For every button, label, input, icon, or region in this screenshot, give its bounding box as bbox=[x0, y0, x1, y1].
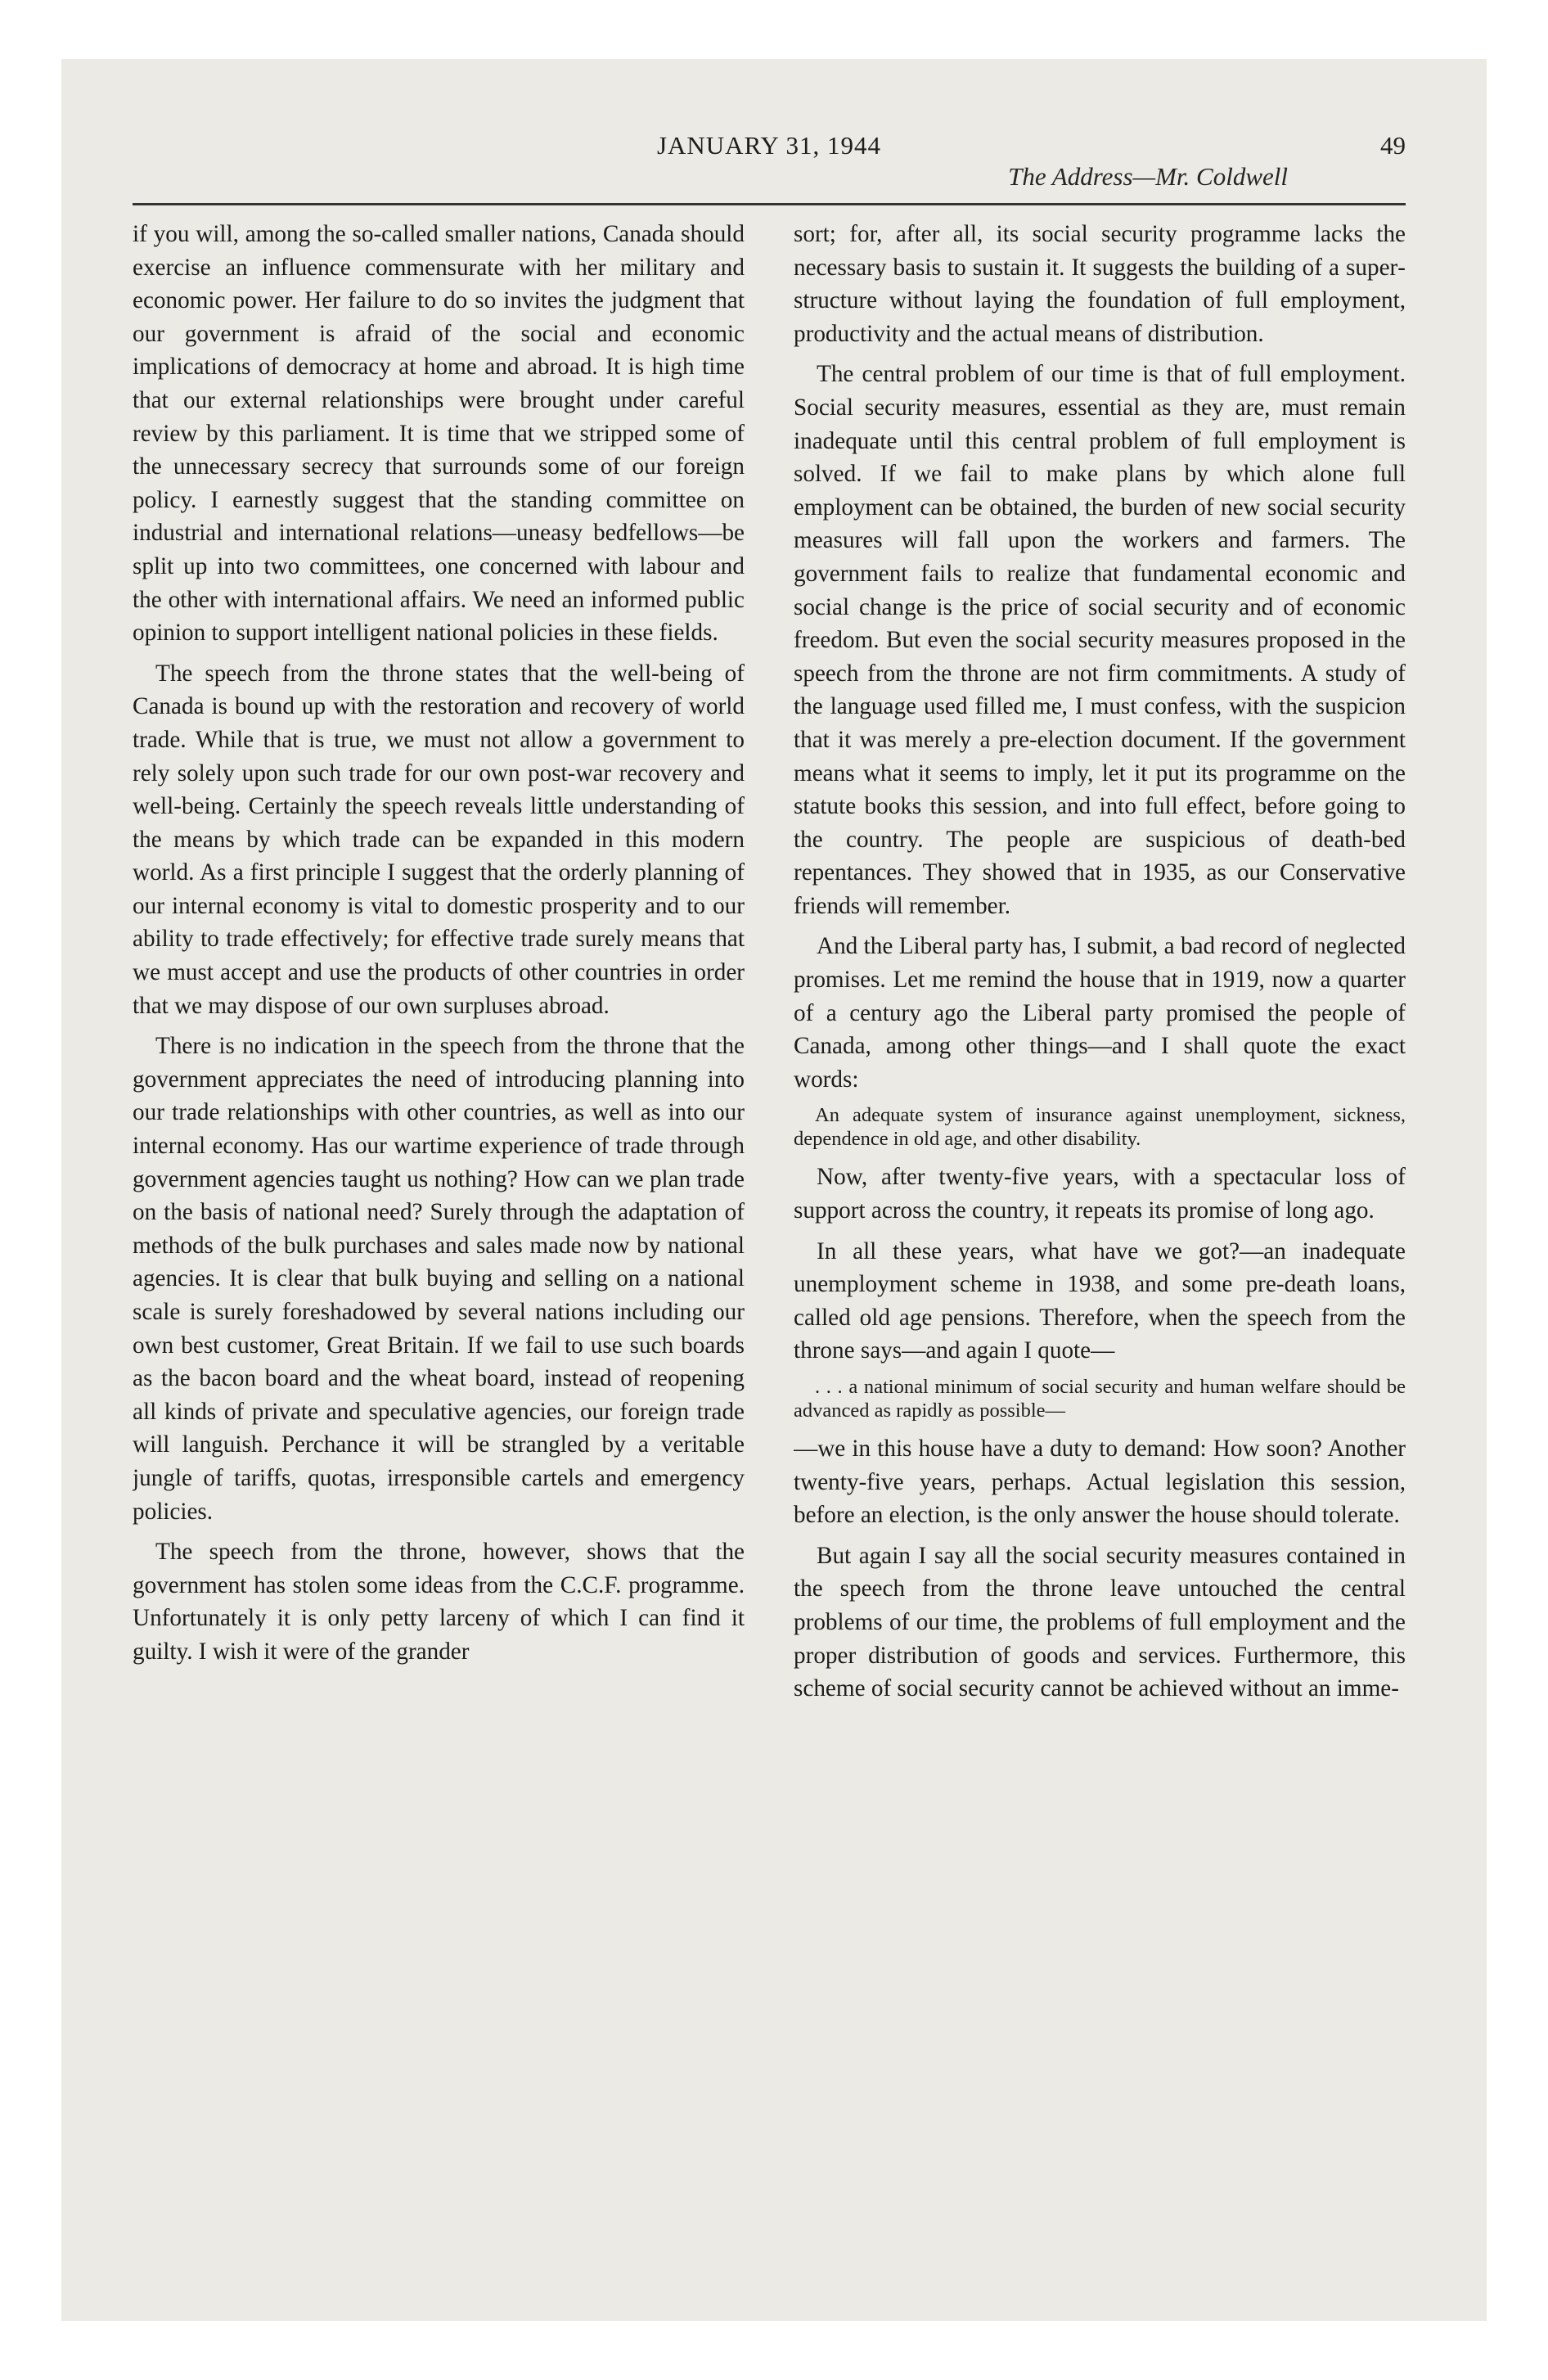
paragraph: The speech from the throne states that the well-being of Canada is bound up with the restoration and recovery of world trade. While that is true, we must not allow a government to rely solely upon such trade for our own post-war recovery and well-being. Certainly the speech reveals little understanding of the means by which trade can be expanded in this modern world. As a first principle I suggest that the orderly planning of our internal economy is vital to domestic prosperity and to our ability to trade effectively; for effective trade surely means that we must accept and use the products of other countries in order that we may dispose of our own surpluses abroad. bbox=[133, 660, 745, 1019]
right-column bbox=[794, 218, 1406, 2166]
block-quote: . . . a national minimum of social security and human welfare should be advanced as rapidly as possible— bbox=[794, 1376, 1406, 1422]
paragraph: if you will, among the so-called smaller nations, Canada should exercise an influence commensurate with her military and economic power. Her failure to do so invites the judgment that our government is afraid of the social and economic implications of democracy at home and abroad. It is high time that our external relationships were brought under careful review by this parliament. It is time that we stripped some of the unnecessary secrecy that surrounds some of our foreign policy. I earnestly suggest that the standing committee on industrial and international relations—uneasy bedfellows—be split up into two committees, one concerned with labour and the other with international affairs. We need an informed public opinion to support intelligent national policies in these fields. bbox=[133, 221, 745, 647]
paragraph: sort; for, after all, its social security programme lacks the necessary basis to sustain it. It suggests the building of a superstructure without laying the foundation of full employment, productivity and the actual means of distribution. bbox=[794, 221, 1406, 347]
running-title: The Address—Mr. Coldwell bbox=[1008, 162, 1288, 191]
paragraph: There is no indication in the speech from the throne that the government appreciates the need of introducing planning into our trade relationships with other countries, as well as into our internal economy. Has our wartime experience of trade through government agencies taught us nothing? How can we plan trade on the basis of national need? Surely through the adaptation of methods of the bulk purchases and sales made now by national agencies. It is clear that bulk buying and selling on a national scale is surely foreshadowed by several nations including our own best customer, Great Britain. If we fail to use such boards as the bacon board and the wheat board, instead of reopening all kinds of private and speculative agencies, our foreign trade will languish. Perchance it will be strangled by a veritable jungle of tariffs, quotas, irresponsible cartels and emergency policies. bbox=[133, 1033, 745, 1525]
paragraph: And the Liberal party has, I submit, a bad record of neglected promises. Let me remind the house that in 1919, now a quarter of a century ago the Liberal party promised the people of Canada, among other things—and I shall quote the exact words: bbox=[794, 933, 1406, 1093]
paragraph: But again I say all the social security measures contained in the speech from the throne leave untouched the central problems of our time, the problems of full employment and the proper distribution of goods and services. Furthermore, this scheme of social security cannot be achieved without an imme- bbox=[794, 1542, 1406, 1702]
paragraph: Now, after twenty-five years, with a spectacular loss of support across the country, it repeats its promise of long ago. bbox=[794, 1164, 1406, 1224]
left-column bbox=[133, 218, 745, 2166]
paragraph: The central problem of our time is that of full employment. Social security measures, essential as they are, must remain inadequate until this central problem of full employment is solved. If we fail to make plans by which alone full employment can be obtained, the burden of new social security measures will fall upon the workers and farmers. The government fails to realize that fundamental economic and social change is the price of social security and of economic freedom. But even the social security measures proposed in the speech from the throne are not firm commitments. A study of the language used filled me, I must confess, with the suspicion that it was merely a pre-election document. If the government means what it seems to imply, let it put its programme on the statute books this session, and into full effect, before going to the country. The people are suspicious of death-bed repentances. They showed that in 1935, as our Conservative friends will remember. bbox=[794, 361, 1406, 919]
paragraph: In all these years, what have we got?—an inadequate unemployment scheme in 1938, and some pre-death loans, called old age pensions. Therefore, when the speech from the throne says—and again I quote— bbox=[794, 1237, 1406, 1364]
page-header bbox=[133, 74, 1406, 196]
page-date: JANUARY 31, 1944 bbox=[656, 131, 882, 160]
paragraph: The speech from the throne, however, shows that the government has stolen some ideas from the C.C.F. programme. Unfortunately it is only petty larceny of which I can find it guilty. I wish it were of the grander bbox=[133, 1539, 745, 1665]
page-number: 49 bbox=[1380, 131, 1406, 160]
header-rule bbox=[133, 203, 1406, 205]
paragraph: —we in this house have a duty to demand: How soon? Another twenty-five years, perhaps. Actual legislation this session, before an election, is the only answer the house should tolerate. bbox=[794, 1436, 1406, 1529]
block-quote: An adequate system of insurance against unemployment, sickness, dependence in old age, and other disability. bbox=[794, 1104, 1406, 1151]
